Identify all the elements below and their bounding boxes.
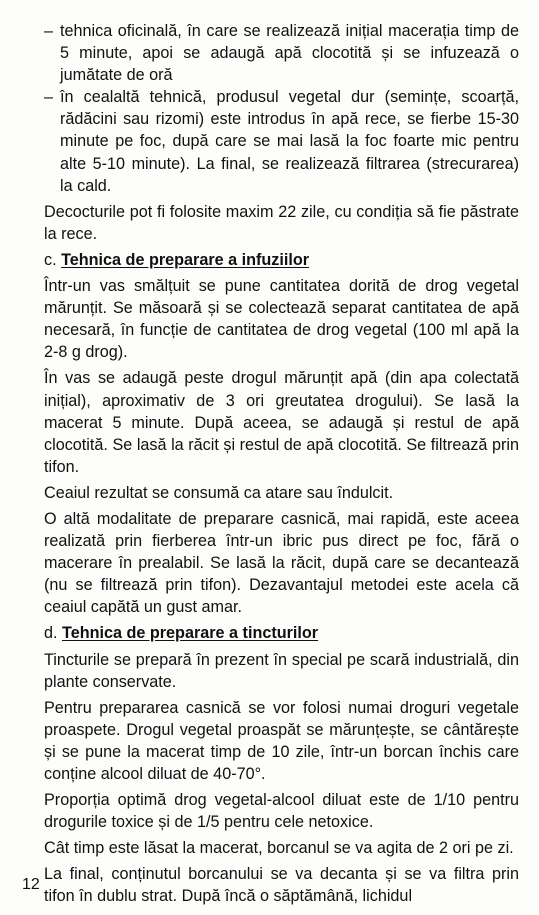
decoct-paragraph: Decocturile pot fi folosite maxim 22 zile, cu condiția să fie păstrate la rece. (44, 202, 519, 243)
bullet-dash: – (44, 22, 54, 40)
section-heading-c (44, 249, 519, 271)
section-title: Tehnica de preparare a infuziilor (61, 250, 310, 269)
paragraph: Pentru prepararea casnică se vor folosi numai droguri vegetale proaspete. Drogul vegetal proaspăt se mărunțește, se cântărește și se pune la macerat timp de 10 zile, într-un borcan închis care conține alcool diluat de 40-70°. (44, 698, 519, 783)
bullet-dash: – (44, 88, 54, 107)
paragraph: O altă modalitate de preparare casnică, mai rapidă, este aceea realizată prin fierberea într-un ibric pus direct pe foc, fără o macerare în prealabil. Se lasă la răcit, după care se decantează (nu se filtrează prin tifon). Dezavantajul metodei este acela că ceaiul capătă un gust amar. (44, 509, 519, 617)
section-heading-d (44, 622, 519, 644)
page-body (44, 20, 519, 908)
list-item (44, 86, 519, 196)
paragraph: În vas se adaugă peste drogul mărunțit apă (din apa colectată inițial), aproximativ de 3 ori greutatea drogului). Se lasă la macerat 5 minute. După aceea, se adaugă și restul de apă clocotită. Se lasă la răcit și restul de apă clocotită. Se filtrează prin tifon. (44, 369, 519, 476)
bullet-text: tehnica oficinală, în care se realizează inițial macerația timp de 5 minute, apoi se adaugă apă clocotită și se infuzează o jumătate de oră (60, 22, 519, 85)
section-number: c. (44, 250, 57, 269)
list-item (44, 20, 519, 86)
section-title: Tehnica de preparare a tincturilor (62, 624, 319, 643)
paragraph: Proporția optimă drog vegetal-alcool diluat este de 1/10 pentru drogurile toxice și de 1/5 pentru cele netoxice. (44, 791, 519, 832)
paragraph: La final, conținutul borcanului se va decanta și se va filtra prin tifon în dublu strat. După încă o săptămână, lichidul (44, 865, 519, 906)
bullet-text: în cealaltă tehnică, produsul vegetal dur (semințe, scoarță, rădăcini sau rizomi) este introdus în apă rece, se fierbe 15-30 minute pe foc, după care se mai lasă la foc foarte mic pentru alte 5-10 minute). La final, se realizează filtrarea (strecurarea) la cald. (60, 88, 519, 195)
paragraph: Ceaiul rezultat se consumă ca atare sau îndulcit. (44, 483, 394, 502)
paragraph: Cât timp este lăsat la macerat, borcanul se va agita de 2 ori pe zi. (44, 839, 514, 858)
paragraph: Tincturile se prepară în prezent în special pe scară industrială, din plante conservate. (44, 650, 519, 691)
paragraph: Într-un vas smălțuit se pune cantitatea dorită de drog vegetal mărunțit. Se măsoară și se colectează separat cantitatea de apă necesară, în funcție de cantitatea de drog vegetal (100 ml apă la 2-8 g drog). (44, 277, 519, 362)
page-number: 12 (22, 876, 40, 893)
section-number: d. (44, 624, 58, 643)
